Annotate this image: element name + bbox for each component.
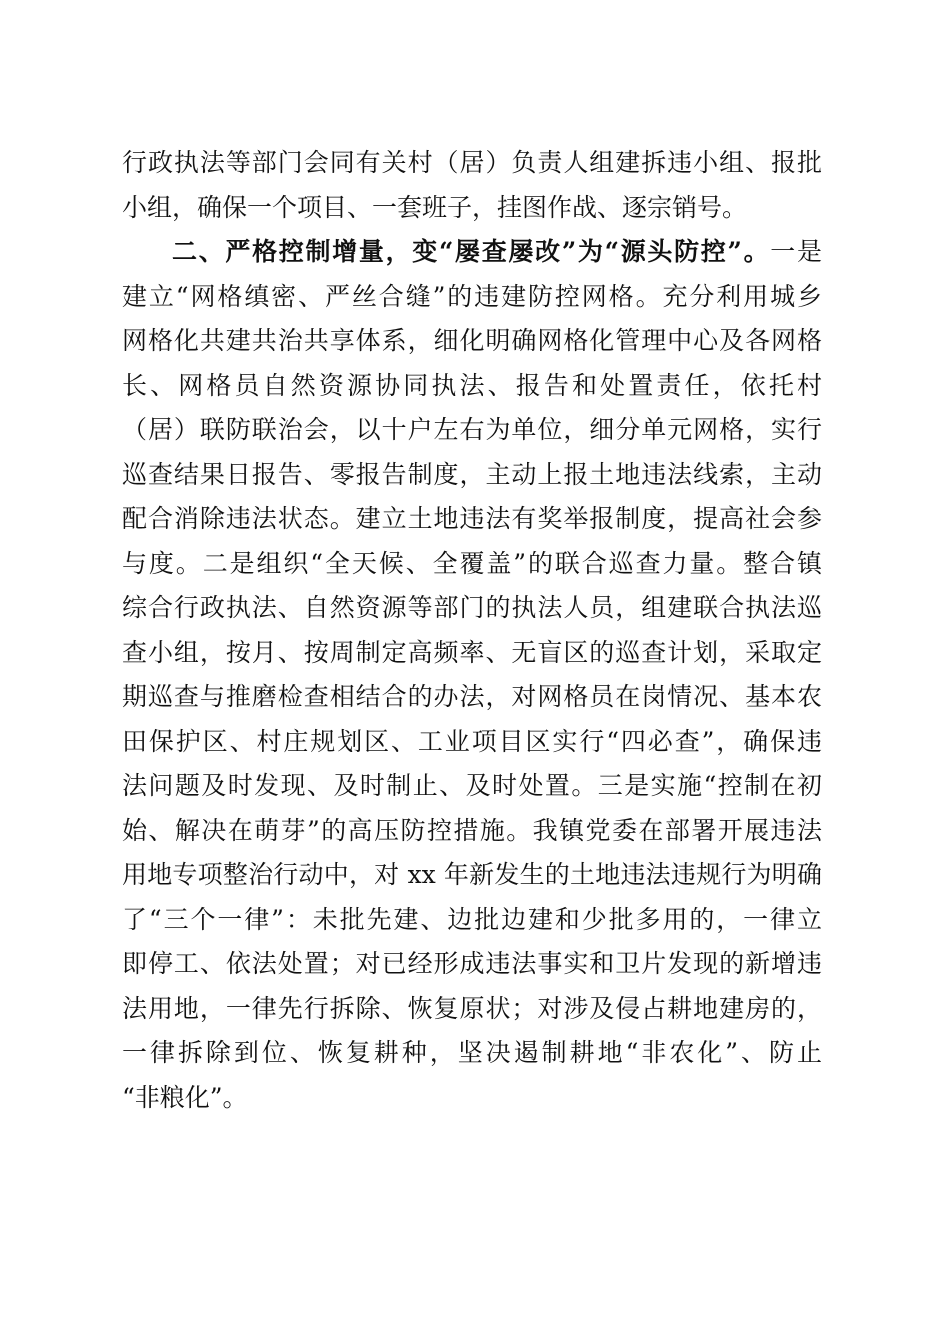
text-line: 了“三个一律”：未批先建、边批边建和少批多用的，一律立	[122, 904, 822, 934]
text-line: 小组，确保一个项目、一套班子，挂图作战、逐宗销号。	[122, 192, 748, 222]
text-line: 田保护区、村庄规划区、工业项目区实行“四必查”，确保违	[122, 726, 822, 756]
text-line: 即停工、依法处置；对已经形成违法事实和卫片发现的新增违	[122, 949, 822, 978]
text-line: 网格化共建共治共享体系，细化明确网格化管理中心及各网格	[122, 326, 822, 355]
text-line: 法问题及时发现、及时制止、及时处置。三是实施“控制在初	[122, 771, 822, 800]
heading-tail-text: 一是	[770, 237, 822, 266]
section-heading: 二、严格控制增量，变“屡查屡改”为“源头防控”。	[172, 237, 771, 266]
text-line: 查小组，按月、按周制定高频率、无盲区的巡查计划，采取定	[122, 637, 822, 667]
text-line: 期巡查与推磨检查相结合的办法，对网格员在岗情况、基本农	[122, 682, 822, 711]
text-line: 用地专项整治行动中，对 xx 年新发生的土地违法违规行为明确	[122, 860, 822, 889]
text-line: 配合消除违法状态。建立土地违法有奖举报制度，提高社会参	[122, 504, 822, 533]
body-text	[122, 141, 822, 1120]
text-line: 长、网格员自然资源协同执法、报告和处置责任，依托村	[122, 370, 822, 400]
text-line: 行政执法等部门会同有关村（居）负责人组建拆违小组、报批	[122, 148, 822, 177]
text-line: 法用地，一律先行拆除、恢复原状；对涉及侵占耕地建房的，	[122, 993, 822, 1023]
text-line: 综合行政执法、自然资源等部门的执法人员，组建联合执法巡	[122, 593, 822, 622]
text-line: “非粮化”。	[122, 1082, 248, 1112]
text-line: 建立“网格缜密、严丝合缝”的违建防控网格。充分利用城乡	[122, 281, 822, 311]
text-line: 与度。二是组织“全天候、全覆盖”的联合巡查力量。整合镇	[122, 548, 822, 578]
paragraph-heading-line	[122, 230, 822, 275]
paragraph-1	[122, 141, 822, 230]
text-line: 一律拆除到位、恢复耕种，坚决遏制耕地“非农化”、防止	[122, 1038, 822, 1067]
text-line: 巡查结果日报告、零报告制度，主动上报土地违法线索，主动	[122, 459, 822, 489]
paragraph-2	[122, 230, 822, 1120]
text-line: （居）联防联治会，以十户左右为单位，细分单元网格，实行	[122, 415, 822, 444]
text-line: 始、解决在萌芽”的高压防控措施。我镇党委在部署开展违法	[122, 815, 822, 845]
